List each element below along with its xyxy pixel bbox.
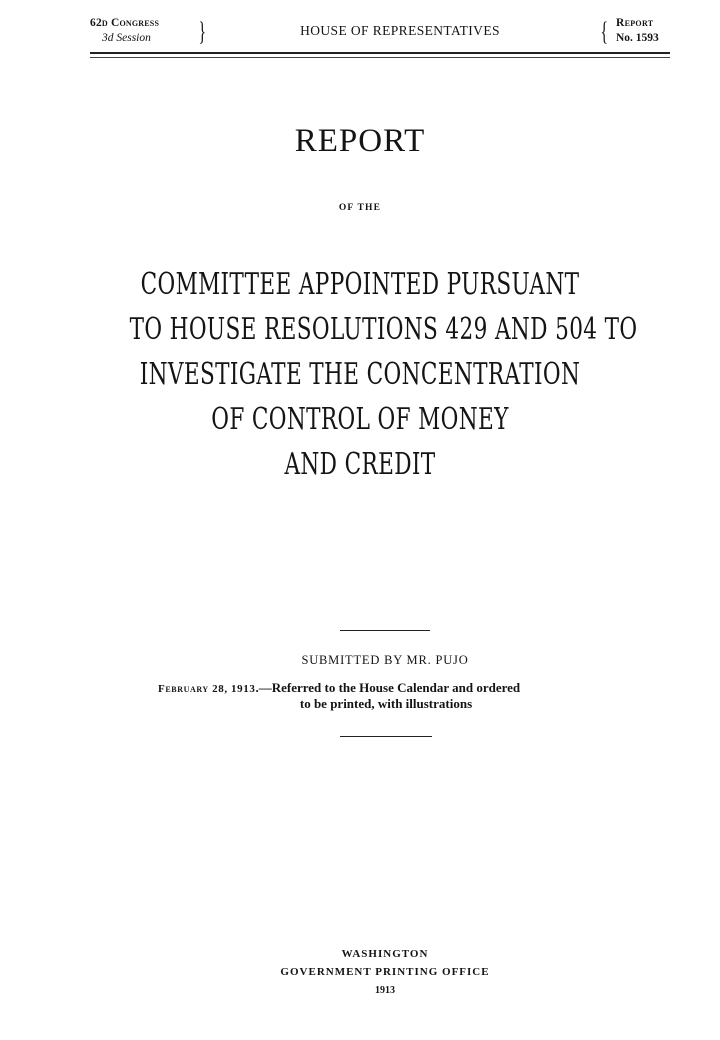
committee-title-line: AND CREDIT [284, 447, 436, 482]
imprint-year: 1913 [375, 985, 395, 996]
imprint-city: WASHINGTON [341, 948, 429, 960]
submission-date: February 28, 1913 [158, 683, 256, 695]
right-brace-icon: } [198, 17, 206, 46]
left-brace-icon: { [600, 17, 608, 46]
divider-rule [340, 630, 430, 631]
session-label: 3d Session [102, 32, 151, 44]
referral-line [158, 680, 520, 696]
imprint-office: GOVERNMENT PRINTING OFFICE [280, 966, 490, 978]
header-rule [90, 52, 670, 54]
divider-rule [340, 736, 432, 737]
committee-title-line: INVESTIGATE THE CONCENTRATION [139, 357, 581, 392]
committee-title [40, 262, 680, 487]
house-heading: HOUSE OF REPRESENTATIVES [300, 23, 500, 38]
congress-label: 62d Congress [90, 17, 160, 29]
report-label: Report [616, 17, 654, 29]
report-title: REPORT [294, 123, 426, 159]
committee-title-line: OF CONTROL OF MONEY [211, 402, 509, 437]
report-number: No. 1593 [616, 32, 659, 44]
of-the-label: OF THE [338, 203, 382, 213]
report-number-block [598, 17, 688, 49]
congress-session-block [88, 17, 206, 49]
submitted-by: SUBMITTED BY MR. PUJO [301, 653, 469, 667]
referral-continuation: to be printed, with illustrations [299, 696, 473, 711]
committee-title-line: TO HOUSE RESOLUTIONS 429 AND 504 TO [129, 312, 638, 347]
header-rule-thin [90, 57, 670, 58]
committee-title-line: COMMITTEE APPOINTED PURSUANT [140, 267, 580, 302]
referral-text: .—Referred to the House Calendar and ordered [255, 680, 521, 695]
